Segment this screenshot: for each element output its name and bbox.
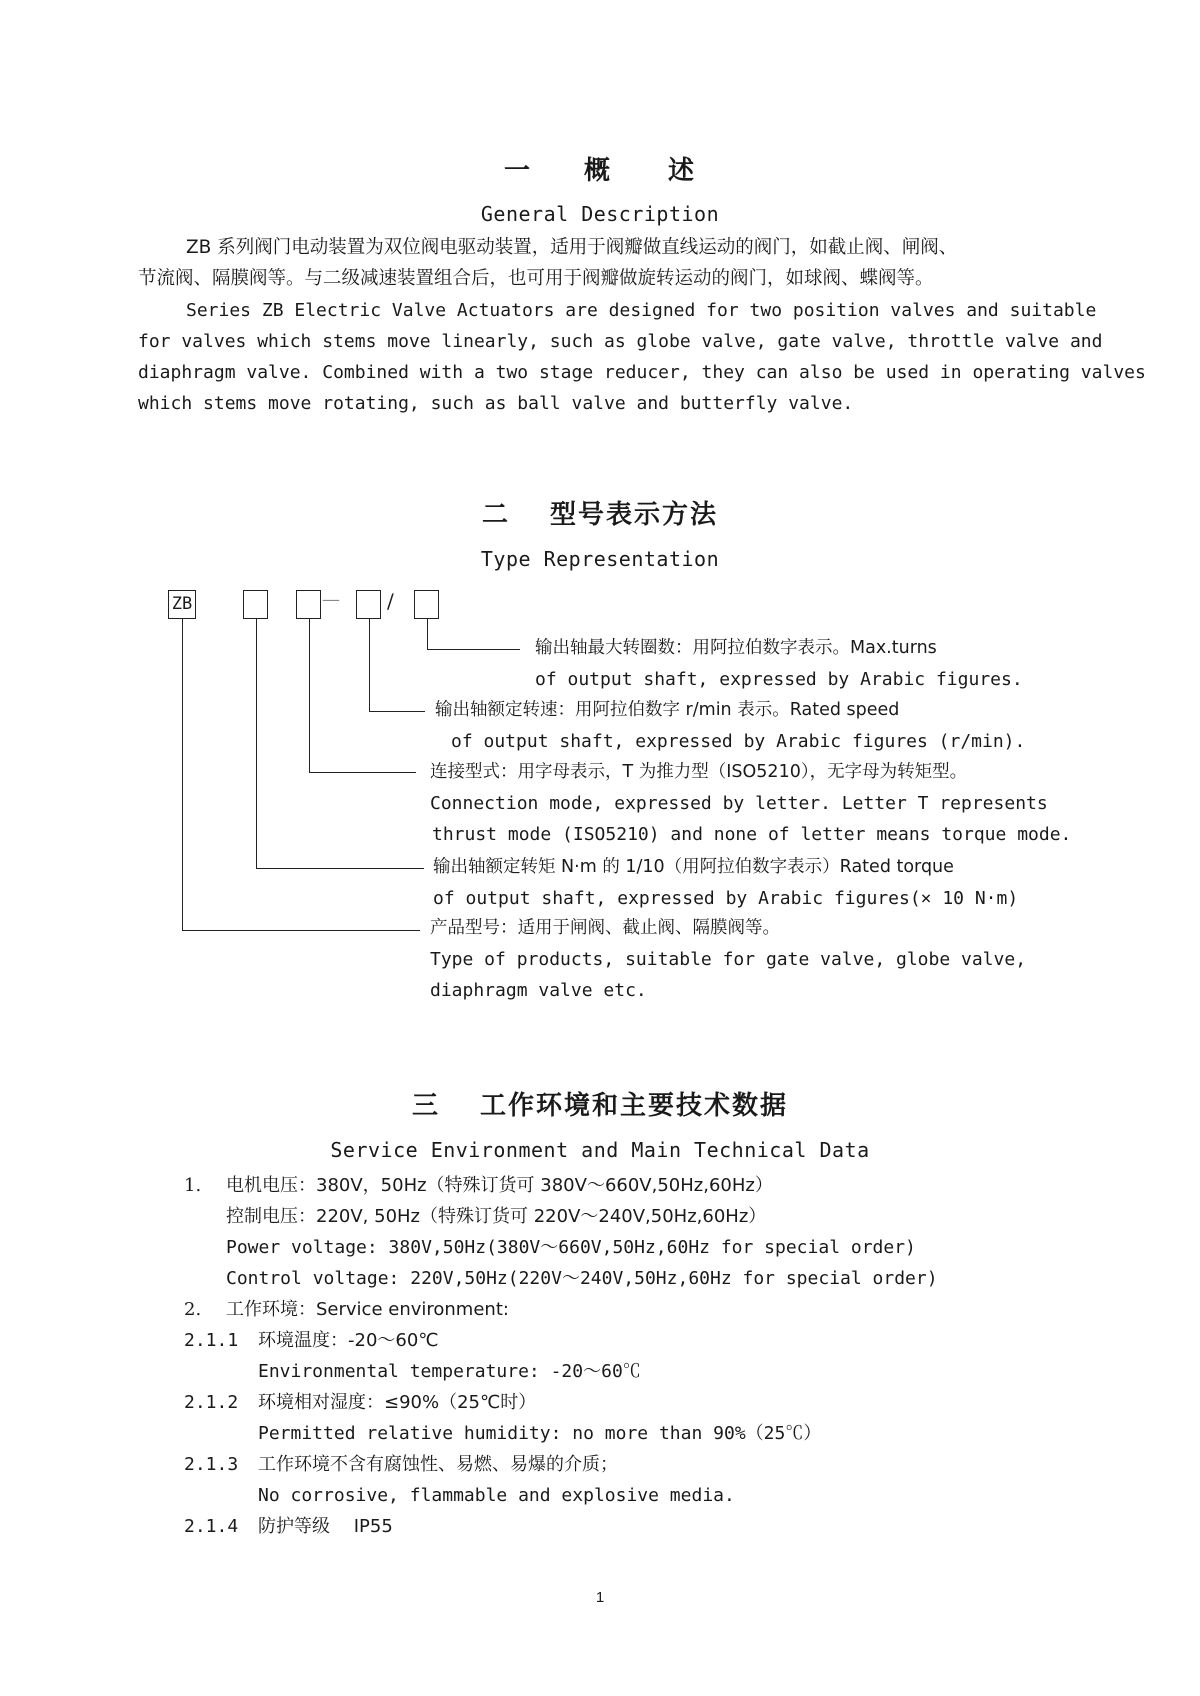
type-item5-en2: diaphragm valve etc. xyxy=(430,980,647,1001)
section1-cn-line2: 节流阀、隔膜阀等。与二级减速装置组合后，也可用于阀瓣做旋转运动的阀门，如球阀、蝶阀等。 xyxy=(138,268,934,289)
code-box-turns xyxy=(414,590,439,619)
section2-number: 二 xyxy=(481,500,510,530)
type-item2-en: of output shaft, expressed by Arabic figures (r/min). xyxy=(451,731,1026,752)
leader-connection-horizontal xyxy=(309,772,416,773)
section1-en-line2: for valves which stems move linearly, such as globe valve, gate valve, throttle valve and xyxy=(138,331,1103,352)
section2-title: 型号表示方法 xyxy=(550,500,719,530)
item214-cn: 防护等级 IP55 xyxy=(258,1516,393,1537)
type-item5-cn: 产品型号：适用于闸阀、截止阀、隔膜阀等。 xyxy=(430,918,780,938)
type-item3-en: Connection mode, expressed by letter. Letter T represents xyxy=(430,793,1048,814)
item1-control-voltage-cn: 控制电压：220V, 50Hz（特殊订货可 220V～240V,50Hz,60Hz） xyxy=(226,1206,767,1227)
code-slash: / xyxy=(387,589,394,613)
item212-en: Permitted relative humidity: no more than 90%（25℃） xyxy=(258,1423,822,1444)
code-box-zb: ZB xyxy=(168,590,196,619)
item213-number: 2.1.3 xyxy=(184,1454,239,1475)
item211-cn: 环境温度：-20～60℃ xyxy=(258,1330,439,1351)
section1-en-line4: which stems move rotating, such as ball valve and butterfly valve. xyxy=(138,393,854,414)
item213-cn: 工作环境不含有腐蚀性、易燃、易爆的介质； xyxy=(258,1454,618,1475)
leader-torque-horizontal xyxy=(256,868,424,869)
section1-en-line1: Series ZB Electric Valve Actuators are designed for two position valves and suitable xyxy=(186,300,1097,321)
code-box-speed xyxy=(356,590,381,619)
item2-number: 2. xyxy=(184,1299,202,1320)
page-number: 1 xyxy=(595,1589,605,1606)
leader-torque-vertical xyxy=(256,619,257,868)
type-item3-cn: 连接型式：用字母表示，T 为推力型（ISO5210），无字母为转矩型。 xyxy=(430,762,968,782)
section2-subtitle: Type Representation xyxy=(480,547,720,571)
section3-title: 工作环境和主要技术数据 xyxy=(480,1091,789,1121)
item2-service-environment: 工作环境：Service environment: xyxy=(226,1299,509,1320)
section3-number: 三 xyxy=(411,1091,440,1121)
item211-en: Environmental temperature: -20～60℃ xyxy=(258,1361,641,1382)
section3-heading xyxy=(0,1085,1200,1122)
item211-number: 2.1.1 xyxy=(184,1330,239,1351)
leader-product-horizontal xyxy=(182,930,420,931)
section1-number: 一 xyxy=(503,156,532,186)
item1-motor-voltage-cn: 电机电压：380V，50Hz（特殊订货可 380V～660V,50Hz,60Hz） xyxy=(226,1175,773,1196)
item1-control-voltage-en: Control voltage: 220V,50Hz(220V～240V,50Hz,60Hz for special order) xyxy=(226,1268,938,1289)
section1-cn-line1: ZB 系列阀门电动装置为双位阀电驱动装置，适用于阀瓣做直线运动的阀门，如截止阀、闸阀、 xyxy=(186,237,958,258)
section2-heading xyxy=(0,494,1200,531)
leader-connection-vertical xyxy=(309,619,310,772)
section1-en-line3: diaphragm valve. Combined with a two stage reducer, they can also be used in operating valves xyxy=(138,362,1146,383)
type-item4-cn: 输出轴额定转矩 N·m 的 1/10（用阿拉伯数字表示）Rated torque xyxy=(433,857,954,877)
type-item5-en: Type of products, suitable for gate valve, globe valve, xyxy=(430,949,1027,970)
item1-number: 1. xyxy=(184,1175,202,1196)
item1-power-voltage-en: Power voltage: 380V,50Hz(380V～660V,50Hz,60Hz for special order) xyxy=(226,1237,916,1258)
section1-title: 概 述 xyxy=(584,156,697,186)
type-item1-en: of output shaft, expressed by Arabic figures. xyxy=(535,669,1023,690)
code-dash: — xyxy=(322,589,340,610)
item212-cn: 环境相对湿度：≤90%（25℃时） xyxy=(258,1392,537,1413)
section3-subtitle: Service Environment and Main Technical Data xyxy=(330,1138,870,1162)
leader-product-vertical xyxy=(182,619,183,930)
type-item2-cn: 输出轴额定转速：用阿拉伯数字 r/min 表示。Rated speed xyxy=(435,700,900,720)
code-box-torque xyxy=(243,590,268,619)
type-item3-en2: thrust mode (ISO5210) and none of letter means torque mode. xyxy=(432,824,1072,845)
type-item4-en: of output shaft, expressed by Arabic figures(× 10 N·m) xyxy=(433,888,1019,909)
section1-subtitle: General Description xyxy=(480,202,720,226)
item212-number: 2.1.2 xyxy=(184,1392,239,1413)
section1-heading xyxy=(0,150,1200,187)
code-box-connection xyxy=(296,590,321,619)
item214-number: 2.1.4 xyxy=(184,1516,239,1537)
type-item1-cn: 输出轴最大转圈数：用阿拉伯数字表示。Max.turns xyxy=(535,638,937,658)
item213-en: No corrosive, flammable and explosive media. xyxy=(258,1485,735,1506)
leader-turns-vertical xyxy=(427,619,428,649)
leader-turns-horizontal xyxy=(427,649,520,650)
leader-speed-vertical xyxy=(369,619,370,711)
leader-speed-horizontal xyxy=(369,711,425,712)
